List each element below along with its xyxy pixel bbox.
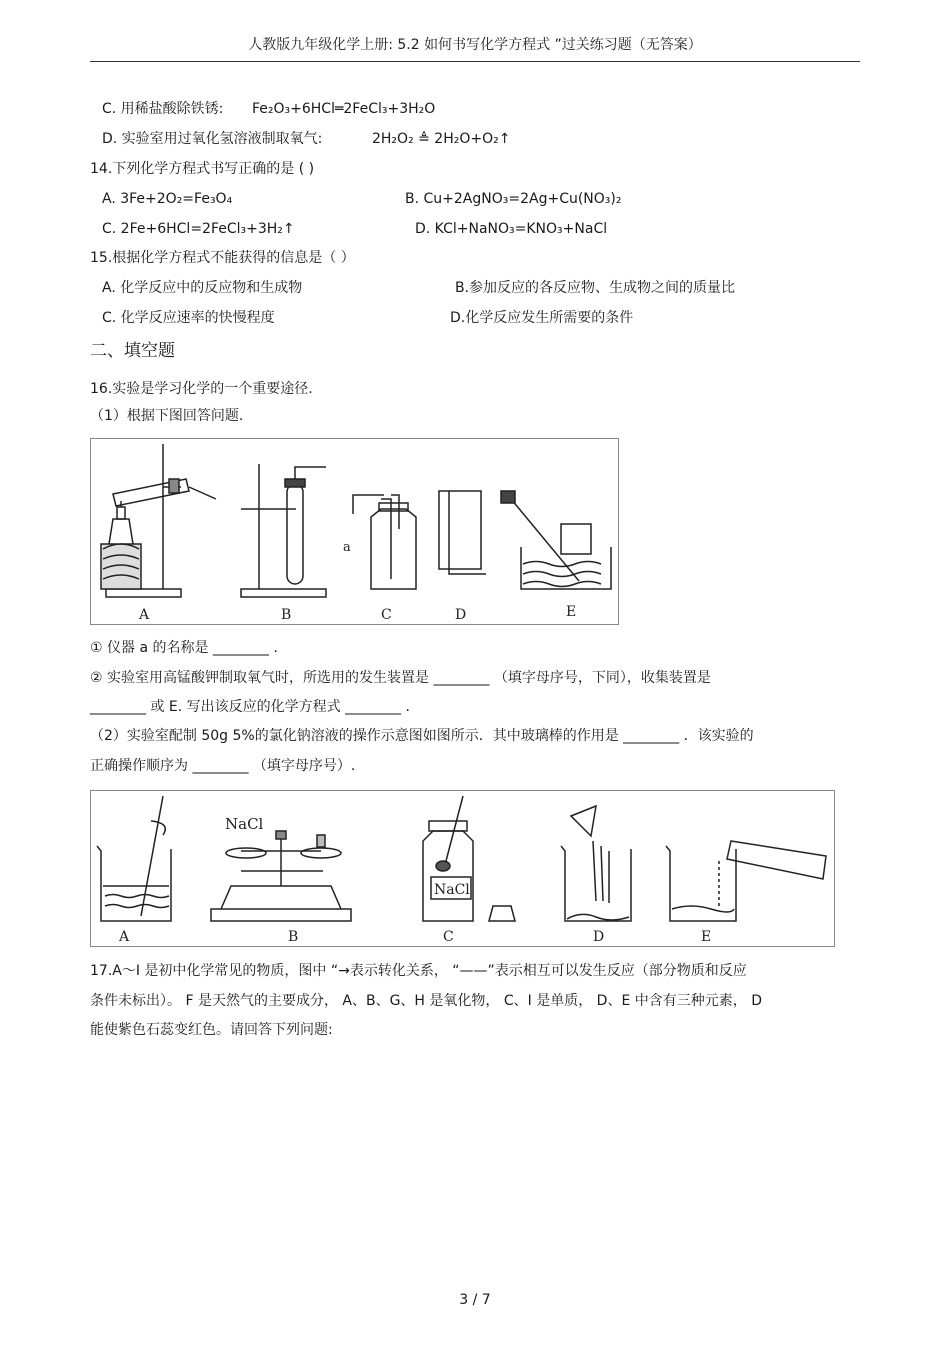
apparatus-e-drawing — [501, 491, 611, 589]
q15-stem: 15.根据化学方程式不能获得的信息是（ ） — [90, 250, 355, 266]
q13-option-d-equation: 2H₂O₂ ≜ 2H₂O+O₂↑ — [372, 131, 511, 147]
section-title-fill-blank: 二、填空题 — [90, 341, 175, 361]
q15-option-c: C. 化学反应速率的快慢程度 — [102, 310, 275, 326]
step-label-e: E — [701, 929, 712, 945]
q14-option-a: A. 3Fe+2O₂=Fe₃O₄ — [102, 191, 233, 207]
q13-option-d-label: D. 实验室用过氧化氢溶液制取氧气: — [102, 131, 323, 147]
q16-sub2-continued: ________ 或 E. 写出该反应的化学方程式 ________ . — [90, 699, 410, 715]
header-rule — [90, 61, 860, 62]
step-b-nacl-label: NaCl — [225, 815, 264, 833]
step-label-a: A — [119, 929, 130, 945]
apparatus-label-b: B — [281, 607, 292, 623]
apparatus-label-a: A — [139, 607, 150, 623]
apparatus-d-drawing — [439, 491, 486, 574]
q16-part2-continued: 正确操作顺序为 ________ （填字母序号）. — [90, 758, 356, 774]
figure-solution-steps — [90, 790, 835, 947]
q13-option-c-label: C. 用稀盐酸除铁锈: — [102, 101, 224, 117]
q14-stem: 14.下列化学方程式书写正确的是 ( ) — [90, 161, 315, 177]
apparatus-b-drawing — [241, 464, 326, 597]
q15-option-a: A. 化学反应中的反应物和生成物 — [102, 280, 303, 296]
q16-part2: （2）实验室配制 50g 5%的氯化钠溶液的操作示意图如图所示．其中玻璃棒的作用是 ________ ．该实验的 — [90, 728, 754, 744]
step-e-drawing — [666, 841, 826, 921]
page-header: 人教版九年级化学上册: 5.2 如何书写化学方程式 ”过关练习题（无答案） — [248, 37, 702, 53]
step-a-drawing — [97, 796, 171, 921]
apparatus-c-drawing — [353, 495, 416, 589]
step-c-nacl-label: NaCl — [434, 882, 470, 898]
step-d-drawing — [561, 806, 631, 921]
page-number: 3 / 7 — [459, 1292, 491, 1308]
q16-sub2: ② 实验室用高锰酸钾制取氧气时，所选用的发生装置是 ________ （填字母序号，下同），收集装置是 — [90, 670, 711, 686]
step-label-b: B — [288, 929, 299, 945]
q15-option-b: B.参加反应的各反应物、生成物之间的质量比 — [455, 280, 736, 296]
q16-stem: 16.实验是学习化学的一个重要途径. — [90, 381, 313, 397]
step-label-c: C — [443, 929, 454, 945]
apparatus-label-c: C — [381, 607, 392, 623]
q17-line3: 能使紫色石蕊变红色。请回答下列问题: — [90, 1022, 333, 1038]
step-label-d: D — [593, 929, 605, 945]
apparatus-label-d: D — [455, 607, 467, 623]
step-b-drawing — [211, 831, 351, 921]
apparatus-label-e: E — [566, 604, 577, 620]
apparatus-a-label: a — [343, 540, 351, 555]
apparatus-a-drawing — [101, 444, 216, 597]
q17-line1: 17.A～I 是初中化学常见的物质，图中 “→表示转化关系， “——”表示相互可以发生反应（部分物质和反应 — [90, 963, 747, 979]
q14-option-c: C. 2Fe+6HCl=2FeCl₃+3H₂↑ — [102, 221, 295, 237]
figure-apparatus — [90, 438, 619, 625]
q16-sub1: ① 仪器 a 的名称是 ________ . — [90, 640, 278, 656]
q13-option-c-equation: Fe₂O₃+6HCl═2FeCl₃+3H₂O — [252, 101, 436, 117]
q15-option-d: D.化学反应发生所需要的条件 — [450, 310, 634, 326]
q17-line2: 条件未标出）。 F 是天然气的主要成分， A、B、G、H 是氧化物， C、I 是单质， D、E 中含有三种元素， D — [90, 993, 762, 1009]
q14-option-d: D. KCl+NaNO₃=KNO₃+NaCl — [415, 221, 608, 237]
q14-option-b: B. Cu+2AgNO₃=2Ag+Cu(NO₃)₂ — [405, 191, 622, 207]
step-c-drawing — [423, 796, 515, 921]
q16-part1: （1）根据下图回答问题. — [90, 408, 244, 424]
